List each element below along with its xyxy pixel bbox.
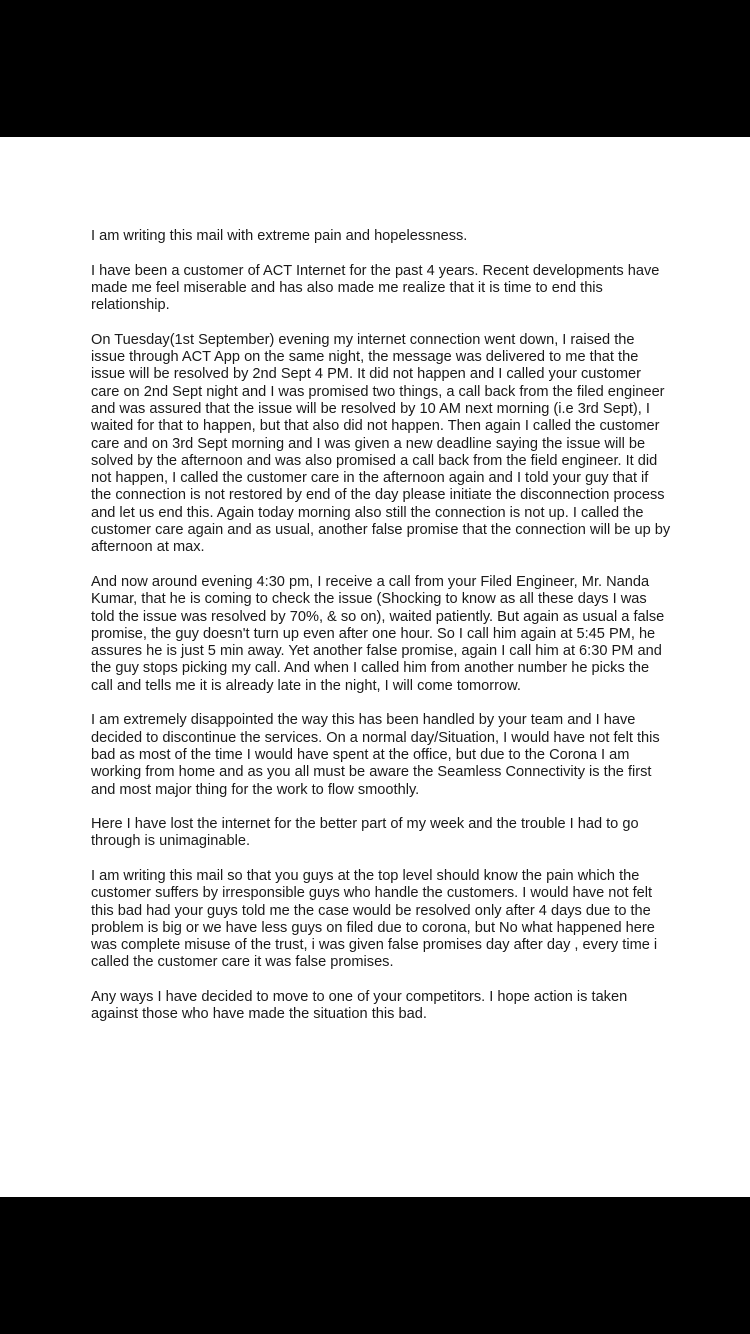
paragraph-lost-internet: Here I have lost the internet for the better part of my week and the trouble I had to go through is unimaginable. (91, 816, 639, 850)
bottom-letterbox-bar (0, 1197, 750, 1334)
paragraph-closing: Any ways I have decided to move to one of your competitors. I hope action is taken against those who have made the situation this bad. (91, 989, 628, 1023)
paragraph-outage-timeline: On Tuesday(1st September) evening my internet connection went down, I raised the issue through ACT App on the same night, the message was delivered to me that the issue will be resolved by 2nd Sept 4 PM. It did not happen and I called your customer care on 2nd Sept night and I was promised two things, a call back from the filed engineer and was assured that the issue will be resolved by 10 AM next morning (i.e 3rd Sept), I waited for that to happen, but that also did not happen. Then again I called the customer care and on 3rd Sept morning and I was given a new deadline saying the issue will be solved by the afternoon and was also promised a call back from the field engineer. It did not happen, I called the customer care in the afternoon again and I told your guy that if the connection is not restored by end of the day please initiate the disconnection process and let us end this. Again today morning also still the connection is not up. I called the customer care again and as usual, another false promise that the connection will be up by afternoon at max. (91, 331, 671, 556)
paragraph-disappointment: I am extremely disappointed the way this has been handled by your team and I have decided to discontinue the services. On a normal day/Situation, I would have not felt this bad as most of the time I would have spent at the office, but due to the Corona I am working from home and as you all must be aware the Seamless Connectivity is the first and most major thing for the work to flow smoothly. (91, 712, 660, 798)
paragraph-customer-history: I have been a customer of ACT Internet for the past 4 years. Recent developments have made me feel miserable and has also made me realize that it is time to end this relationship. (91, 262, 660, 314)
top-letterbox-bar (0, 0, 750, 137)
document-page (0, 137, 750, 1197)
paragraph-top-level-appeal: I am writing this mail so that you guys at the top level should know the pain which the customer suffers by irresponsible guys who handle the customers. I would have not felt this bad had your guys told me the case would be resolved only after 4 days due to the problem is big or we have less guys on filed due to corona, but No what happened here was complete misuse of the trust, i was given false promises day after day , every time i called the customer care it was false promises. (91, 867, 658, 971)
paragraph-field-engineer: And now around evening 4:30 pm, I receive a call from your Filed Engineer, Mr. Nanda Kumar, that he is coming to check the issue (Shocking to know as all these days I was told the issue was resolved by 70%, & so on), waited patiently. But again as usual a false promise, the guy doesn't turn up even after one hour. So I call him again at 5:45 PM, he assures he is just 5 min away. Yet another false promise, again I call him at 6:30 PM and the guy stops picking my call. And when I called him from another number he picks the call and tells me it is already late in the night, I will come tomorrow. (91, 573, 665, 694)
paragraph-opening: I am writing this mail with extreme pain and hopelessness. (91, 228, 468, 244)
letter-body (91, 228, 671, 1041)
